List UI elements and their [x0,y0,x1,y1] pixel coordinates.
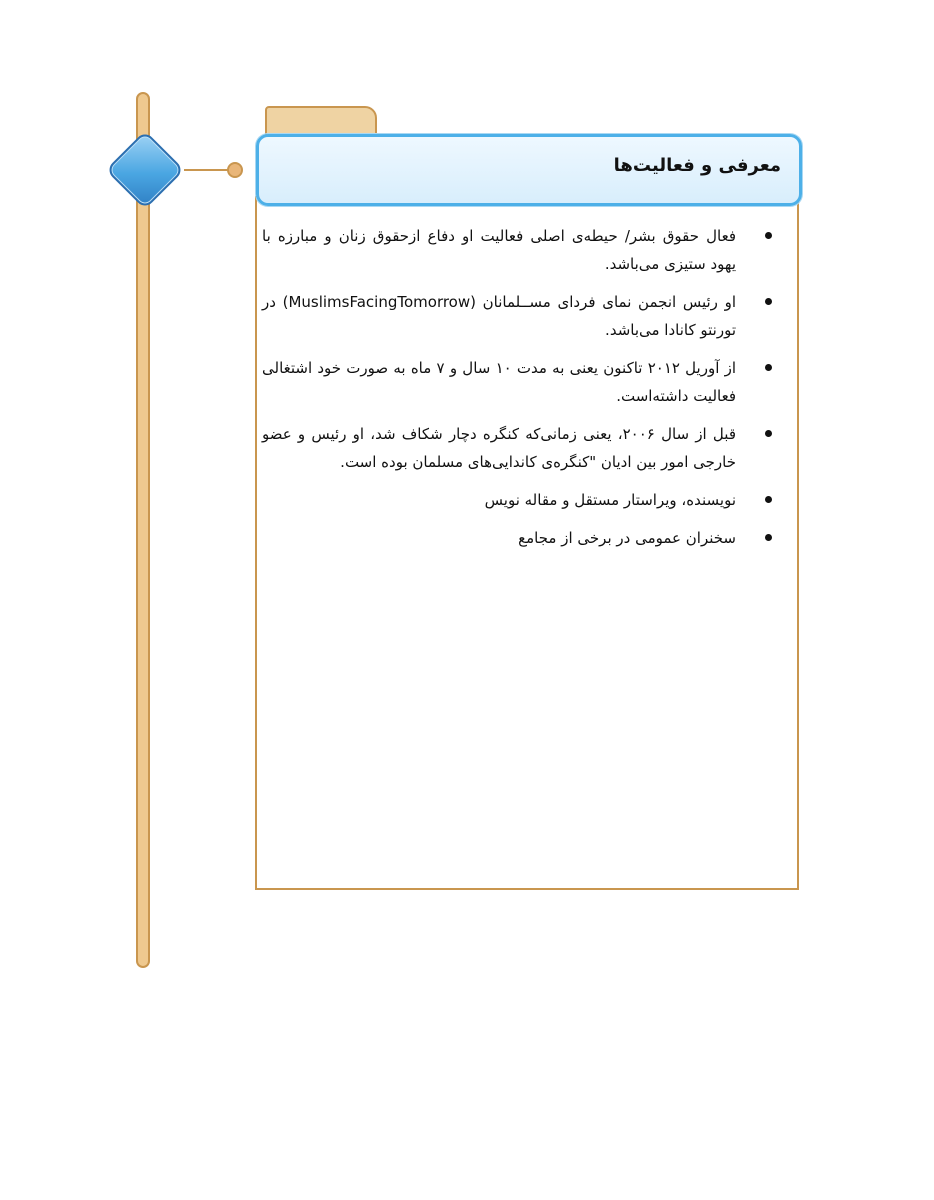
section-header [256,134,802,206]
list-item-text: نویسنده، ویراستار مستقل و مقاله نویس [484,491,736,509]
bullet-icon [765,430,772,437]
list-item-text: قبل از سال ۲۰۰۶، یعنی زمانی‌که کنگره دچار شکاف شد، او رئیس و عضو خارجی امور بین ادیان "کنگره‌ی کاندایی‌های مسلمان بوده است. [262,425,736,471]
list-item [262,222,772,278]
list-item [262,288,772,344]
list-item-text: سخنران عمومی در برخی از مجامع [518,529,736,547]
list-item [262,486,772,514]
connector-dot-icon [227,162,243,178]
connector-line [184,169,230,171]
list-item [262,524,772,552]
list-item [262,420,772,476]
list-item-text: فعال حقوق بشر/ حیطه‌ی اصلی فعالیت او دفاع ازحقوق زنان و مبارزه با یهود ستیزی می‌باشد. [262,227,736,273]
list-item-text: از آوریل ۲۰۱۲ تاکنون یعنی به مدت ۱۰ سال و ۷ ماه به صورت خود اشتغالی فعالیت داشته‌است. [262,359,736,405]
list-item-text-before: او رئیس انجمن نمای فردای مســلمانان ( [470,293,736,311]
list-item [262,354,772,410]
timeline-rail [136,92,150,968]
bullet-icon [765,496,772,503]
diamond-marker-icon [105,130,184,209]
list-item-text-after: ) در تورنتو کانادا می‌باشد. [262,293,736,339]
organization-name: MuslimsFacingTomorrow [288,293,471,311]
bullet-icon [765,364,772,371]
activities-list [262,222,772,562]
bullet-icon [765,232,772,239]
section-title: معرفی و فعالیت‌ها [613,155,781,176]
bullet-icon [765,534,772,541]
bullet-icon [765,298,772,305]
list-item-text [262,288,736,344]
